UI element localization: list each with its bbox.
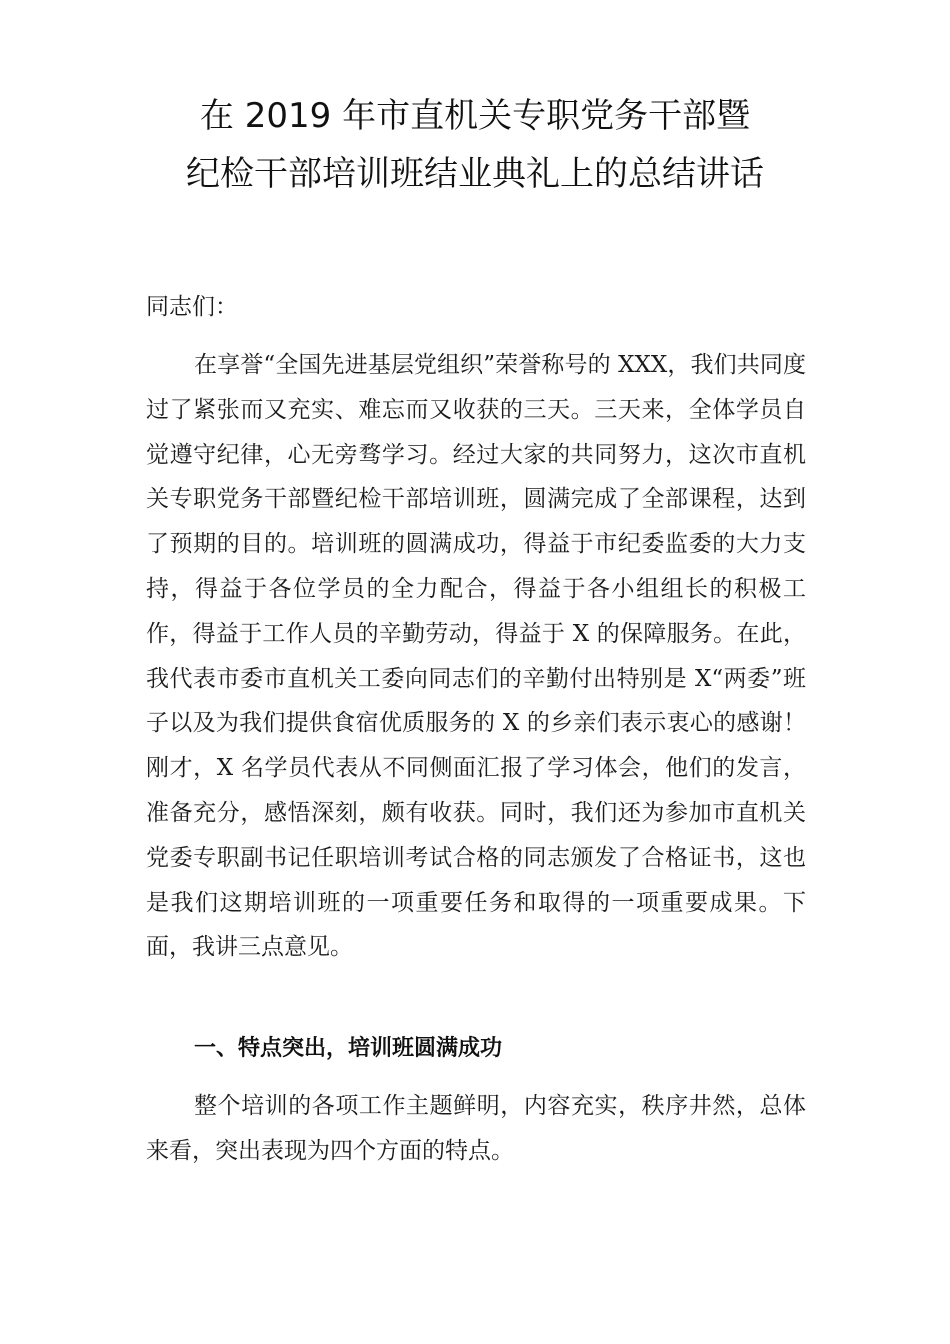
section-heading-1: 一、特点突出，培训班圆满成功 [194,1036,503,1061]
paragraph-section-1: 整个培训的各项工作主题鲜明，内容充实，秩序井然，总体来看，突出表现为四个方面的特点。 [146,1093,806,1164]
salutation: 同志们： [146,294,238,320]
document-title-line-1: 在 2019 年市直机关专职党务干部暨 [199,96,751,136]
paragraph-intro: 在享誉“全国先进基层党组织”荣誉称号的 XXX，我们共同度过了紧张而又充实、难忘而又收获的三天。三天来，全体学员自觉遵守纪律，心无旁骛学习。经过大家的共同努力，这次市直机关专职党务干部暨纪检干部培训班，圆满完成了全部课程，达到了预期的目的。培训班的圆满成功，得益于市纪委监委的大力支持，得益于各位学员的全力配合，得益于各小组组长的积极工作，得益于工作人员的辛勤劳动，得益于 X 的保障服务。在此，我代表市委市直机关工委向同志们的辛勤付出特别是 X“两委”班子以及为我们提供食宿优质服务的 X 的乡亲们表示衷心的感谢！刚才，X 名学员代表从不同侧面汇报了学习体会，他们的发言，准备充分，感悟深刻，颇有收获。同时，我们还为参加市直机关党委专职副书记任职培训考试合格的同志颁发了合格证书，这也是我们这期培训班的一项重要任务和取得的一项重要成果。下面，我讲三点意见。 [146,352,806,961]
document-title-line-2: 纪检干部培训班结业典礼上的总结讲话 [186,154,764,194]
